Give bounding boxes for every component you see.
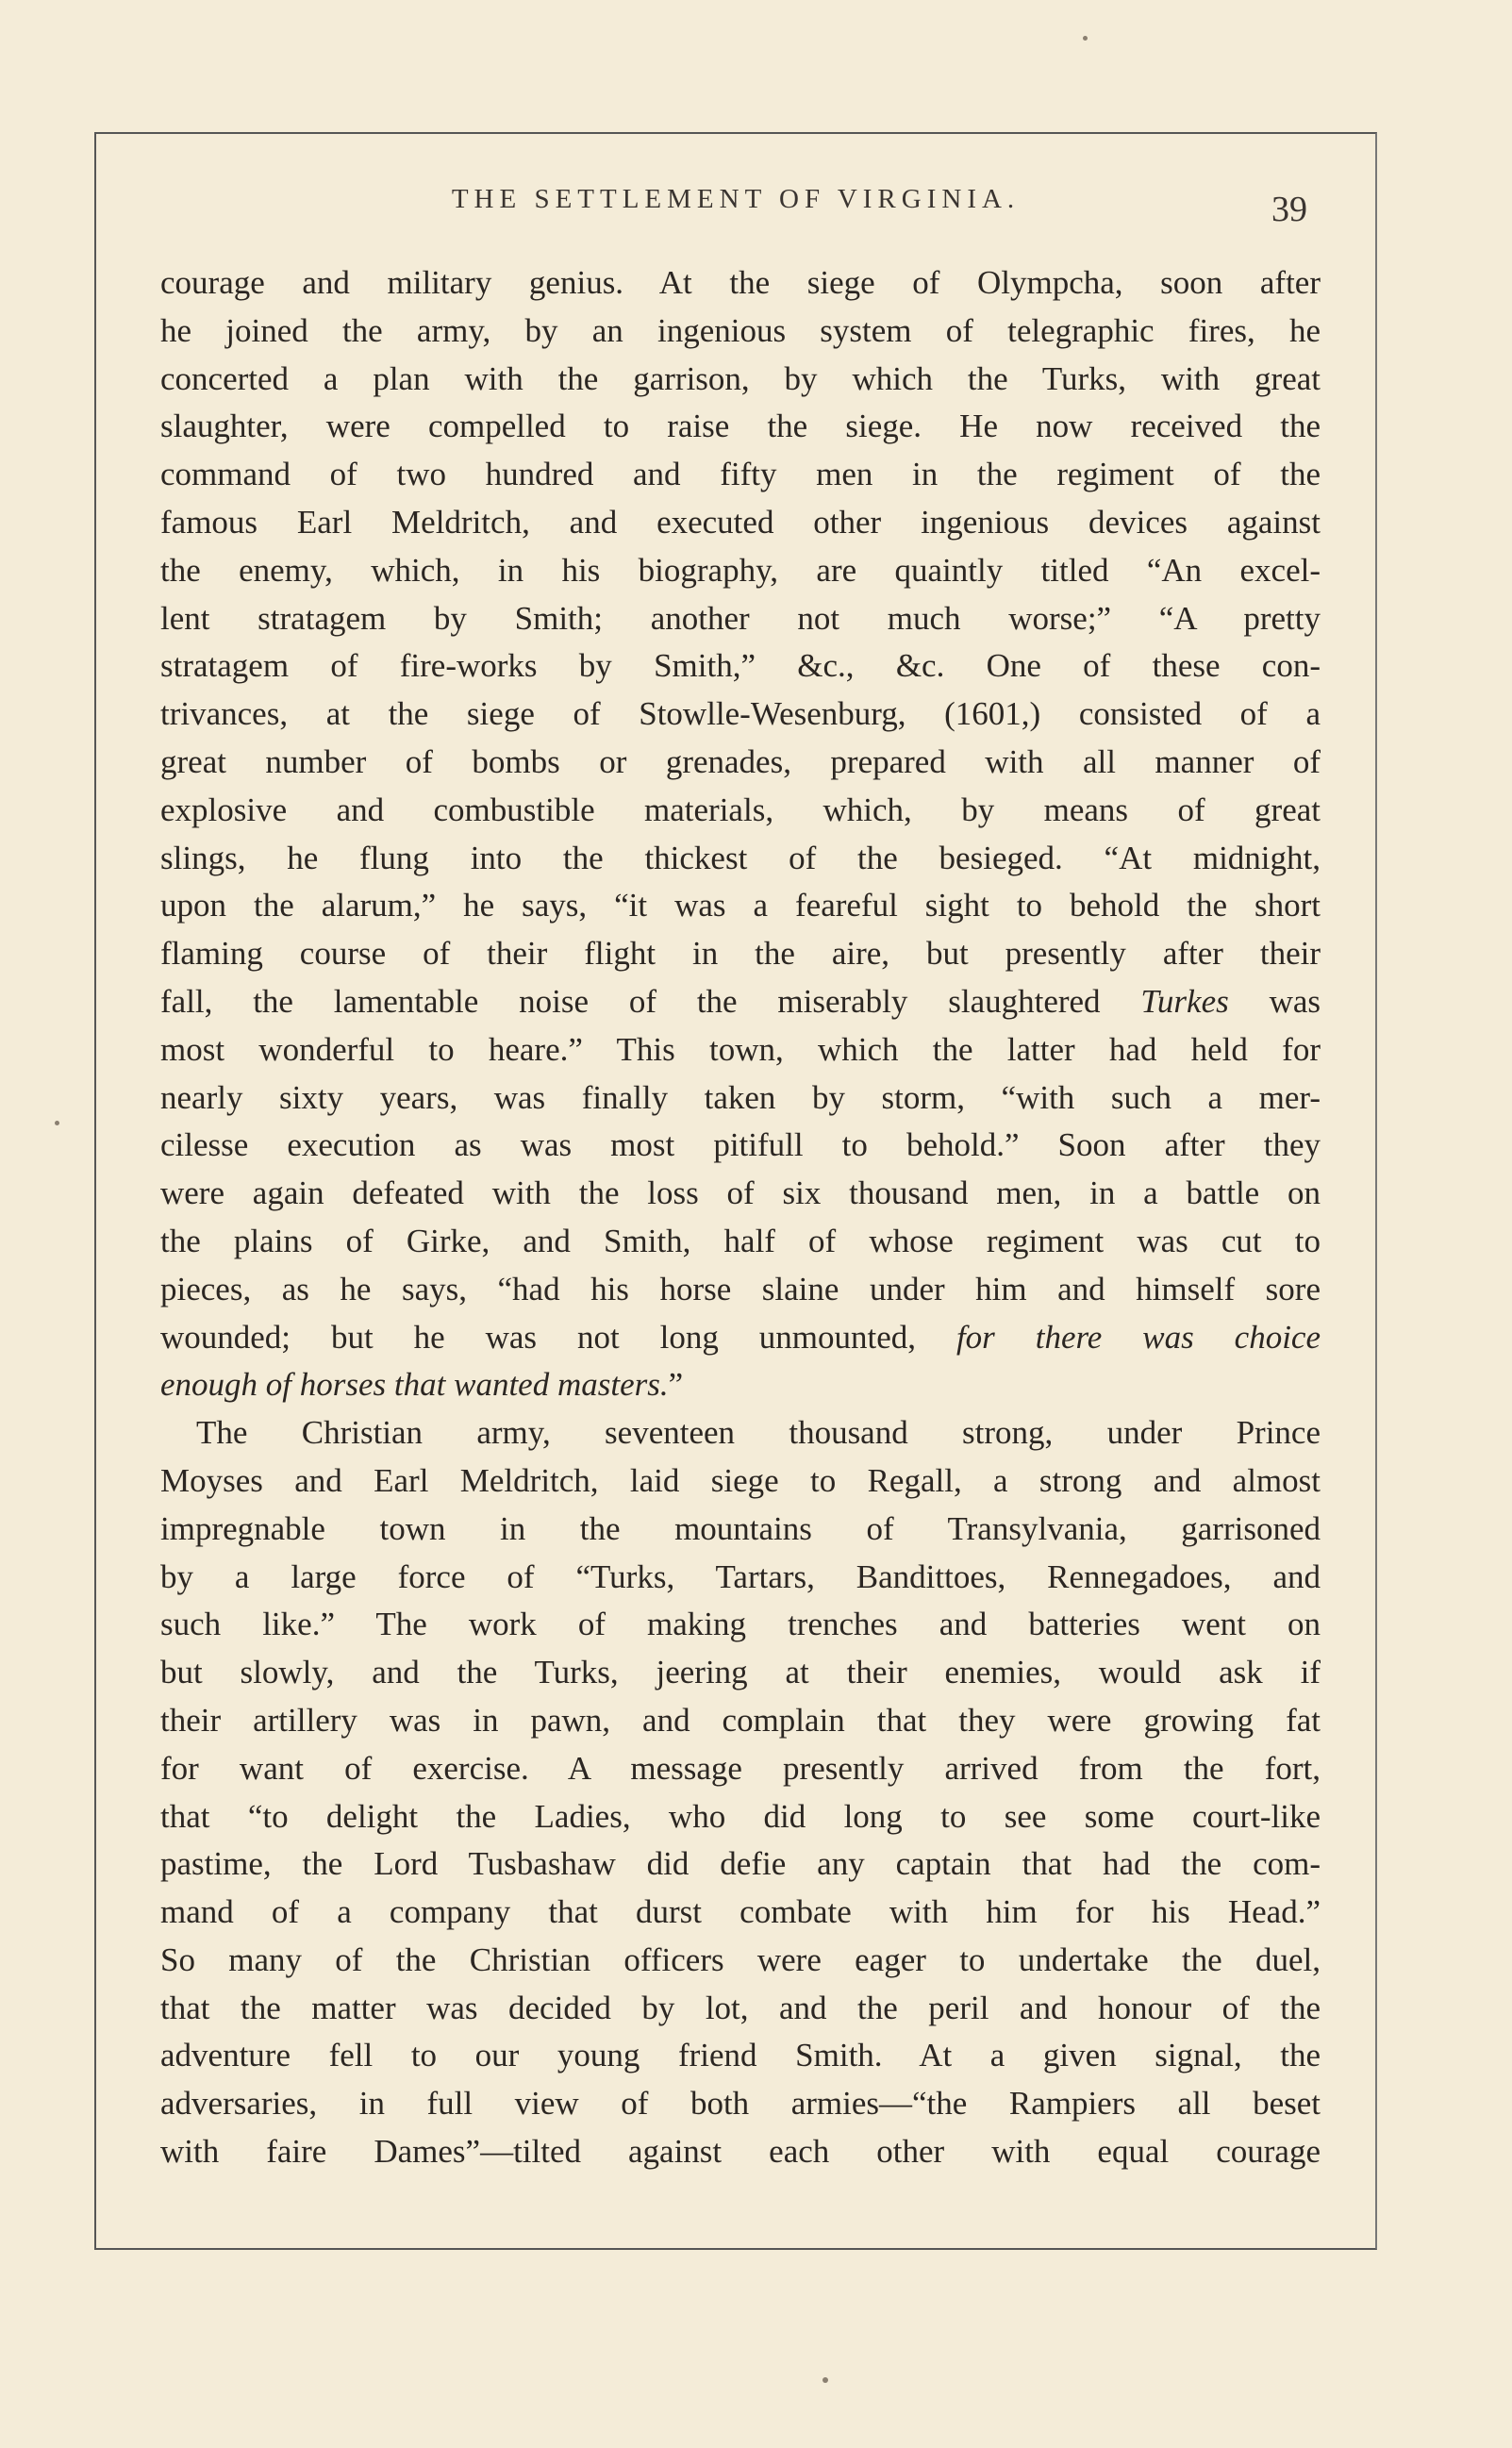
text-line: The Christian army, seventeen thousand strong, under Prince [196,1414,1321,1452]
text-segment: ” [668,1366,684,1404]
text-line [160,1361,1321,1409]
text-line: adventure fell to our young friend Smith. At a given signal, the [160,2037,1321,2074]
text-line: pastime, the Lord Tusbashaw did defie any captain that had the com- [160,1845,1321,1883]
text-line: that the matter was decided by lot, and the peril and honour of the [160,1989,1321,2026]
text-line: courage and military genius. At the siege of Olympcha, soon after [160,264,1321,301]
text-line: adversaries, in full view of both armies—“the Rampiers all beset [160,2085,1321,2123]
text-line: with faire Dames”—tilted against each other with equal courage [160,2133,1321,2171]
text-line: by a large force of “Turks, Tartars, Bandittoes, Rennegadoes, and [160,1557,1321,1595]
paper-speck [55,1121,59,1125]
text-line [160,978,1321,1026]
text-line: concerted a plan with the garrison, by which the Turks, with great [160,359,1321,397]
page-number: 39 [1271,190,1307,229]
text-line: trivances, at the siege of Stowlle-Wesenburg, (1601,) consisted of a [160,695,1321,733]
italic-text-segment: for there was choice [955,1318,1321,1356]
text-segment: fall, the lamentable noise of the miserably slaughtered Turkes was [160,982,1321,1020]
text-line: slings, he flung into the thickest of the besieged. “At midnight, [160,839,1321,876]
text-line: lent stratagem by Smith; another not much worse;” “A pretty [160,599,1321,637]
text-line: the enemy, which, in his biography, are quaintly titled “An excel- [160,551,1321,589]
text-line: flaming course of their flight in the aire, but presently after their [160,935,1321,973]
paper-speck [1083,36,1088,41]
text-line: command of two hundred and fifty men in the regiment of the [160,456,1321,493]
text-line: were again defeated with the loss of six thousand men, in a battle on [160,1174,1321,1212]
running-title: THE SETTLEMENT OF VIRGINIA. [451,184,1021,214]
text-line [160,1314,1321,1362]
text-line: that “to delight the Ladies, who did long to see some court-like [160,1797,1321,1835]
text-line: upon the alarum,” he says, “it was a feareful sight to behold the short [160,887,1321,924]
text-line: but slowly, and the Turks, jeering at their enemies, would ask if [160,1654,1321,1691]
text-line: for want of exercise. A message presently arrived from the fort, [160,1749,1321,1787]
text-line: cilesse execution as was most pitifull to behold.” Soon after they [160,1126,1321,1164]
text-line: stratagem of fire-works by Smith,” &c., &c. One of these con- [160,647,1321,685]
text-line: their artillery was in pawn, and complain that they were growing fat [160,1701,1321,1739]
text-line: the plains of Girke, and Smith, half of whose regiment was cut to [160,1222,1321,1259]
paper-speck [822,2377,828,2383]
italic-text-segment: enough of horses that wanted masters. [160,1366,669,1404]
text-line: most wonderful to heare.” This town, which the latter had held for [160,1030,1321,1068]
text-line: he joined the army, by an ingenious system of telegraphic fires, he [160,311,1321,349]
text-line: Moyses and Earl Meldritch, laid siege to Regall, a strong and almost [160,1461,1321,1499]
italic-text-segment: Turkes [1140,982,1229,1020]
text-segment: wounded; but he was not long unmounted, [160,1318,956,1356]
text-line: explosive and combustible materials, which, by means of great [160,791,1321,828]
text-line: slaughter, were compelled to raise the siege. He now received the [160,408,1321,445]
text-line: So many of the Christian officers were eager to undertake the duel, [160,1940,1321,1978]
text-line: famous Earl Meldritch, and executed other ingenious devices against [160,503,1321,541]
text-line: mand of a company that durst combate with him for his Head.” [160,1893,1321,1931]
text-line: great number of bombs or grenades, prepared with all manner of [160,742,1321,780]
text-line: nearly sixty years, was finally taken by storm, “with such a mer- [160,1078,1321,1116]
text-line: such like.” The work of making trenches and batteries went on [160,1606,1321,1643]
text-line: impregnable town in the mountains of Transylvania, garrisoned [160,1509,1321,1547]
body-text [160,259,1321,2176]
text-line: pieces, as he says, “had his horse slaine under him and himself sore [160,1270,1321,1307]
